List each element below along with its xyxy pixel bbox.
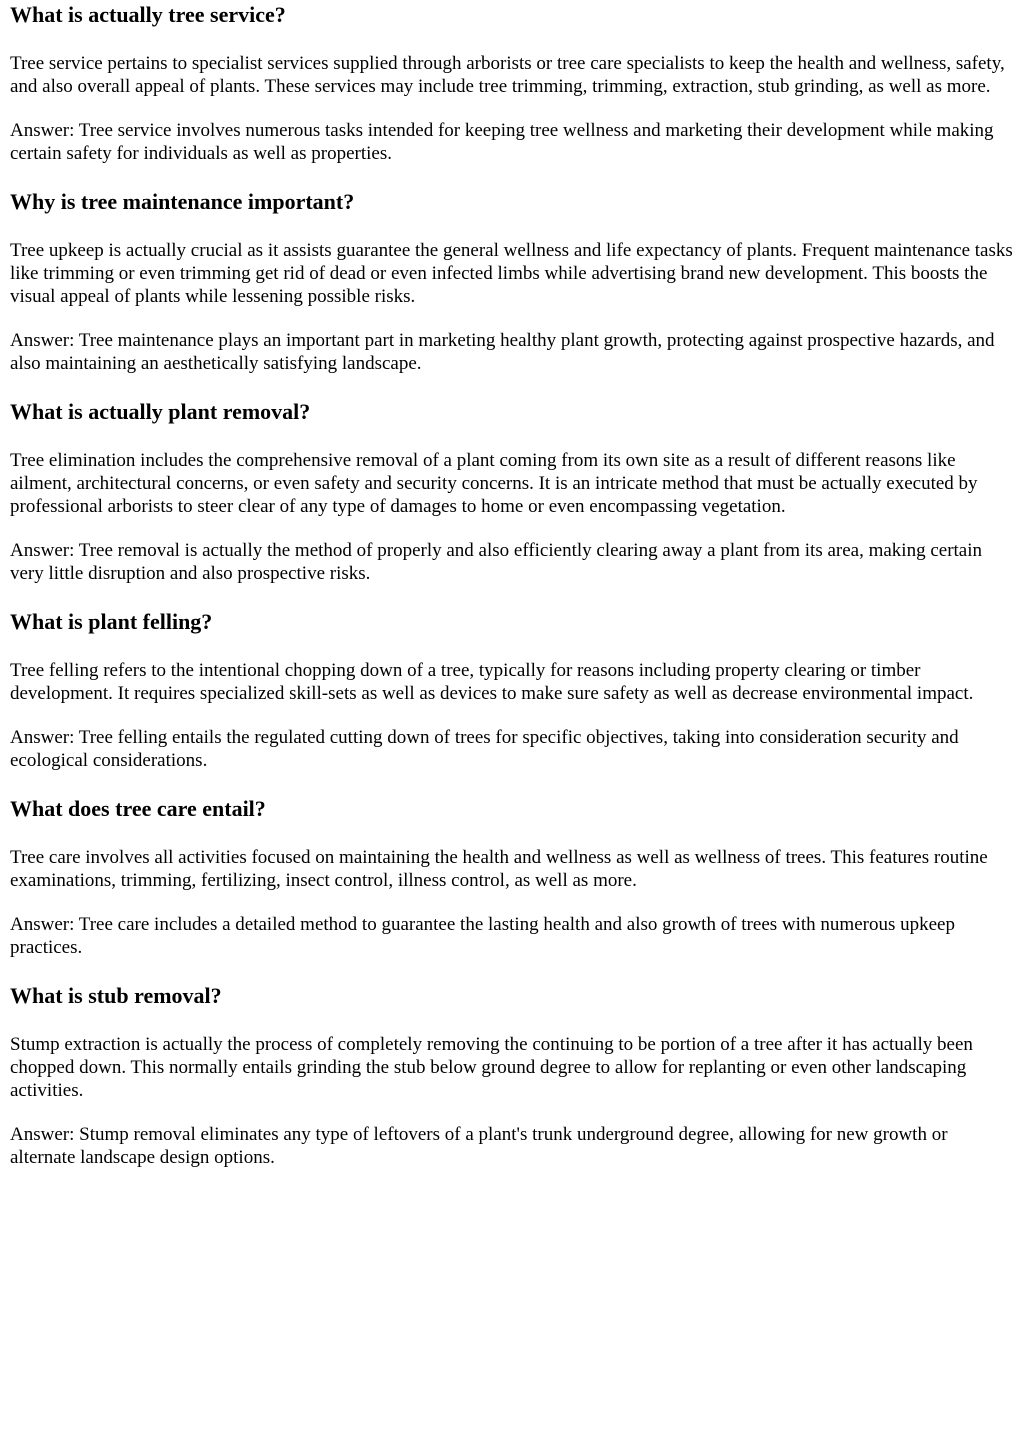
section-description: Tree felling refers to the intentional chopping down of a tree, typically for reasons including property clearing or timber development. It requires specialized skill-sets as well as devices to make sure safety as well as decrease environmental impact. [10, 660, 974, 704]
section-description: Stump extraction is actually the process of completely removing the continuing to be portion of a tree after it has actually been chopped down. This normally entails grinding the stub below ground degree to allow for replanting or even other landscaping activities. [10, 1034, 973, 1101]
section-answer: Answer: Tree care includes a detailed method to guarantee the lasting health and also growth of trees with numerous upkeep practices. [10, 914, 955, 958]
faq-section-tree-maintenance [10, 189, 1014, 375]
section-description: Tree upkeep is actually crucial as it assists guarantee the general wellness and life expectancy of plants. Frequent maintenance tasks like trimming or even trimming get rid of dead or even infected limbs while advertising brand new development. This boosts the visual appeal of plants while lessening possible risks. [10, 240, 1013, 307]
section-heading: What is stub removal? [10, 983, 222, 1008]
faq-section-plant-removal [10, 399, 1014, 585]
section-answer: Answer: Stump removal eliminates any type of leftovers of a plant's trunk underground degree, allowing for new growth or alternate landscape design options. [10, 1124, 948, 1168]
section-heading: Why is tree maintenance important? [10, 189, 355, 214]
faq-section-tree-care [10, 796, 1014, 959]
section-heading: What does tree care entail? [10, 796, 266, 821]
section-description: Tree care involves all activities focused on maintaining the health and wellness as well as wellness of trees. This features routine examinations, trimming, fertilizing, insect control, illness control, as well as more. [10, 847, 988, 891]
faq-section-tree-service [10, 2, 1014, 165]
section-answer: Answer: Tree felling entails the regulated cutting down of trees for specific objectives, taking into consideration security and ecological considerations. [10, 727, 959, 771]
section-answer: Answer: Tree removal is actually the method of properly and also efficiently clearing away a plant from its area, making certain very little disruption and also prospective risks. [10, 540, 983, 584]
section-answer: Answer: Tree maintenance plays an important part in marketing healthy plant growth, protecting against prospective hazards, and also maintaining an aesthetically satisfying landscape. [10, 330, 995, 374]
section-description: Tree elimination includes the comprehensive removal of a plant coming from its own site as a result of different reasons like ailment, architectural concerns, or even safety and security concerns. It is an intricate method that must be actually executed by professional arborists to steer clear of any type of damages to home or even encompassing vegetation. [10, 450, 978, 517]
faq-section-plant-felling [10, 609, 1014, 772]
section-heading: What is actually tree service? [10, 2, 286, 27]
section-description: Tree service pertains to specialist services supplied through arborists or tree care specialists to keep the health and wellness, safety, and also overall appeal of plants. These services may include tree trimming, trimming, extraction, stub grinding, as well as more. [10, 53, 1005, 97]
section-heading: What is actually plant removal? [10, 399, 311, 424]
document-page [0, 2, 1024, 1169]
faq-section-stub-removal [10, 983, 1014, 1169]
section-answer: Answer: Tree service involves numerous tasks intended for keeping tree wellness and marketing their development while making certain safety for individuals as well as properties. [10, 120, 994, 164]
section-heading: What is plant felling? [10, 609, 213, 634]
